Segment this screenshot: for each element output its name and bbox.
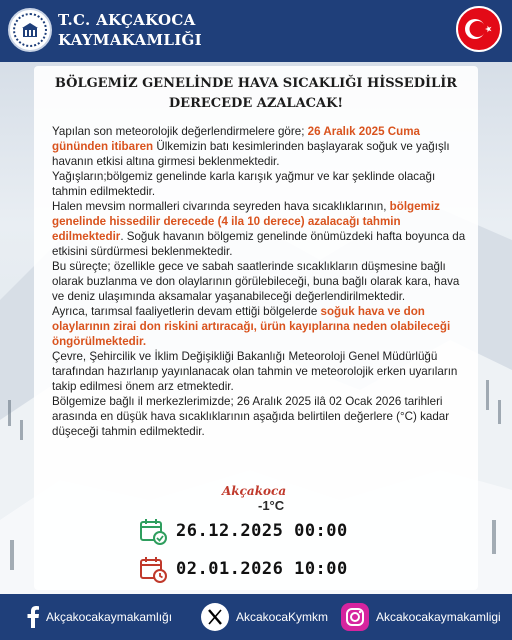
start-date-row bbox=[138, 516, 348, 546]
paragraph-1: Yapılan son meteorolojik değerlendirmelere göre; 26 Aralık 2025 Cuma gününden itibaren Ülkemizin batı kesimlerinden başlayarak soğuk ve yağışlı havanın etkisi altına girmesi beklenmektedir. bbox=[52, 125, 450, 168]
calendar-clock-icon bbox=[138, 554, 168, 584]
paragraph-7: Bölgemize bağlı il merkezlerimizde; 26 Aralık 2025 ilâ 02 Ocak 2026 tarihleri arasında en düşük hava sıcaklıklarının aşağıda belirtilen değerlere (°C) kadar düşeceği tahmin edilmektedir. bbox=[52, 395, 450, 438]
turkish-flag-icon bbox=[456, 6, 502, 52]
instagram-handle: Akcakocakaymakamligi bbox=[376, 610, 501, 624]
facebook-icon bbox=[26, 606, 40, 628]
x-link[interactable] bbox=[200, 602, 328, 632]
title-line-1: T.C. AKÇAKOCA bbox=[58, 11, 196, 29]
governorship-logo bbox=[8, 8, 52, 52]
announcement-body bbox=[52, 124, 470, 439]
page-footer bbox=[0, 594, 512, 640]
calendar-check-icon bbox=[138, 516, 168, 546]
instagram-link[interactable] bbox=[340, 602, 501, 632]
announcement-card bbox=[34, 66, 478, 590]
paragraph-5: Ayrıca, tarımsal faaliyetlerin devam ettiği bölgelerde soğuk hava ve don olaylarının zirai don riskini artıracağı, ürün kayıplarına neden olabileceği öngörülmektedir. bbox=[52, 305, 451, 348]
x-handle: AkcakocaKymkm bbox=[236, 610, 329, 624]
paragraph-6: Çevre, Şehircilik ve İklim Değişikliği Bakanlığı Meteoroloji Genel Müdürlüğü tarafından hazırlanıp yayınlanacak olan tahmin ve meteorolojik erken uyarıların takip edilmesi önem arz etmektedir. bbox=[52, 350, 458, 393]
start-datetime: 26.12.2025 00:00 bbox=[176, 521, 348, 541]
end-date-row bbox=[138, 554, 348, 584]
announcement-headline: BÖLGEMİZ GENELİNDE HAVA SICAKLIĞI HİSSEDİLİR DERECEDE AZALACAK! bbox=[54, 76, 458, 111]
end-datetime: 02.01.2026 10:00 bbox=[176, 559, 348, 579]
forecast-temperature: -1°C bbox=[258, 498, 285, 513]
x-icon bbox=[200, 602, 230, 632]
title-line-2: KAYMAKAMLIĞI bbox=[58, 31, 202, 49]
paragraph-4: Bu süreçte; özellikle gece ve sabah saatlerinde sıcaklıkların düşmesine bağlı olarak buzlanma ve don olaylarının görülebileceği, buna bağlı olarak kara, hava ve deniz ulaşımında aksamalar yaşanabileceği değerlendirilmektedir. bbox=[52, 260, 460, 303]
paragraph-2: Yağışların;bölgemiz genelinde karla karışık yağmur ve kar şeklinde olacağı tahmin edilmektedir. bbox=[52, 170, 436, 198]
instagram-icon bbox=[340, 602, 370, 632]
emblem-icon bbox=[20, 20, 40, 40]
facebook-handle: Akçakocakaymakamlığı bbox=[46, 610, 173, 624]
page-title bbox=[58, 10, 202, 50]
page-header bbox=[0, 0, 512, 62]
facebook-link[interactable] bbox=[26, 602, 172, 632]
forecast-city: Akçakoca bbox=[222, 484, 287, 498]
paragraph-3: Halen mevsim normalleri civarında seyreden hava sıcaklıklarının, bölgemiz genelinde hissedilir derecede (4 ila 10 derece) azalacağı tahmin edilmektedir. Soğuk havanın bölgemiz genelinde önümüzdeki hafta boyunca da etkisini sürdürmesi beklenmektedir. bbox=[52, 200, 466, 258]
